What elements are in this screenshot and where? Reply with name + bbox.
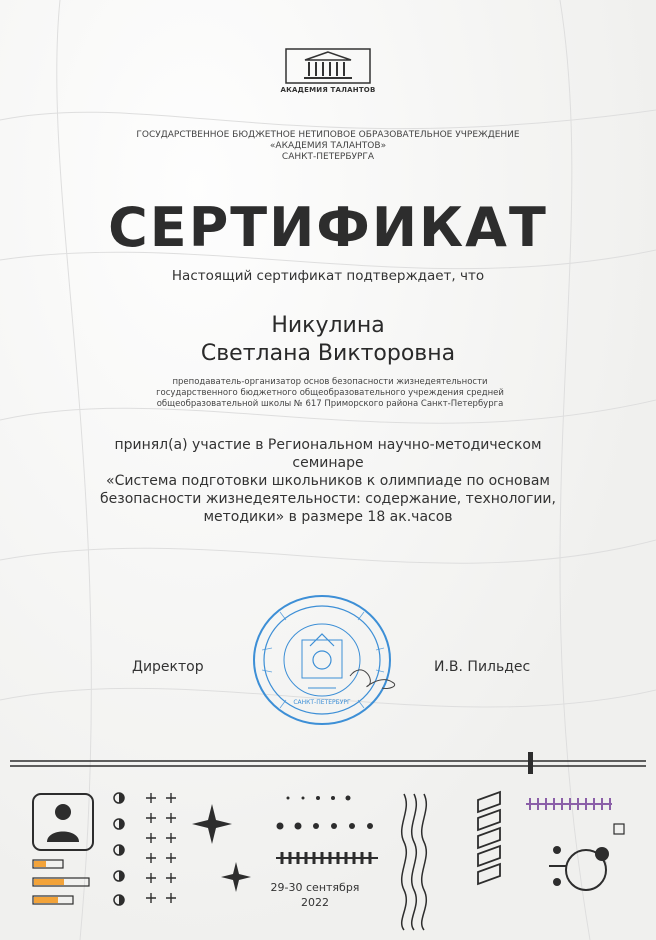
event-year: 2022 bbox=[301, 896, 329, 909]
zigzag-decor bbox=[478, 792, 500, 884]
small-square-decor bbox=[614, 824, 624, 834]
academy-logo bbox=[0, 48, 656, 94]
director-label: Директор bbox=[132, 659, 204, 675]
dots-decor bbox=[277, 796, 374, 830]
recipient-surname: Никулина bbox=[271, 313, 385, 338]
position-line: преподаватель-организатор основ безопасности жизнедеятельности bbox=[172, 377, 488, 387]
stamp-city: САНКТ-ПЕТЕРБУРГ bbox=[293, 699, 351, 706]
director-name: И.В. Пильдес bbox=[434, 659, 531, 675]
recipient-given-names: Светлана Викторовна bbox=[200, 341, 456, 366]
participation-text bbox=[80, 436, 576, 526]
sparkle-stars-decor bbox=[192, 804, 251, 892]
half-circles-decor bbox=[114, 793, 124, 905]
body-line: «Система подготовки школьников к олимпиаде по основам bbox=[106, 473, 550, 489]
divider-marker bbox=[528, 752, 533, 774]
organization-name bbox=[60, 130, 596, 163]
recipient-name bbox=[0, 312, 656, 368]
barbell-decor bbox=[276, 852, 378, 864]
body-line: методики» в размере 18 ак.часов bbox=[203, 509, 453, 525]
plus-grid-decor bbox=[146, 793, 176, 903]
event-days: 29-30 сентября bbox=[270, 881, 360, 894]
logo-caption: АКАДЕМИЯ ТАЛАНТОВ bbox=[280, 86, 376, 94]
decorative-footer bbox=[0, 750, 656, 940]
event-date bbox=[255, 880, 375, 910]
wavy-lines-decor bbox=[402, 794, 427, 930]
org-line: «АКАДЕМИЯ ТАЛАНТОВ» bbox=[269, 141, 387, 151]
progress-bars-decor bbox=[33, 860, 89, 904]
body-line: принял(а) участие в Региональном научно-методическом семинаре bbox=[114, 437, 542, 471]
org-line: ГОСУДАРСТВЕННОЕ БЮДЖЕТНОЕ НЕТИПОВОЕ ОБРАЗОВАТЕЛЬНОЕ УЧРЕЖДЕНИЕ bbox=[136, 130, 520, 140]
building-icon bbox=[285, 48, 371, 84]
certificate-title: СЕРТИФИКАТ bbox=[108, 196, 548, 259]
position-line: общеобразовательной школы № 617 Приморского района Санкт-Петербурга bbox=[156, 399, 504, 409]
position-line: государственного бюджетного общеобразовательного учреждения средней bbox=[156, 388, 504, 398]
avatar-icon bbox=[33, 794, 93, 850]
purple-ruler-decor bbox=[526, 798, 612, 810]
body-line: безопасности жизнедеятельности: содержание, технологии, bbox=[100, 491, 556, 507]
org-line: САНКТ-ПЕТЕРБУРГА bbox=[281, 152, 375, 162]
confirmation-text: Настоящий сертификат подтверждает, что bbox=[171, 268, 485, 284]
planet-decor bbox=[549, 846, 609, 890]
recipient-position bbox=[120, 377, 540, 410]
official-stamp bbox=[250, 590, 400, 730]
